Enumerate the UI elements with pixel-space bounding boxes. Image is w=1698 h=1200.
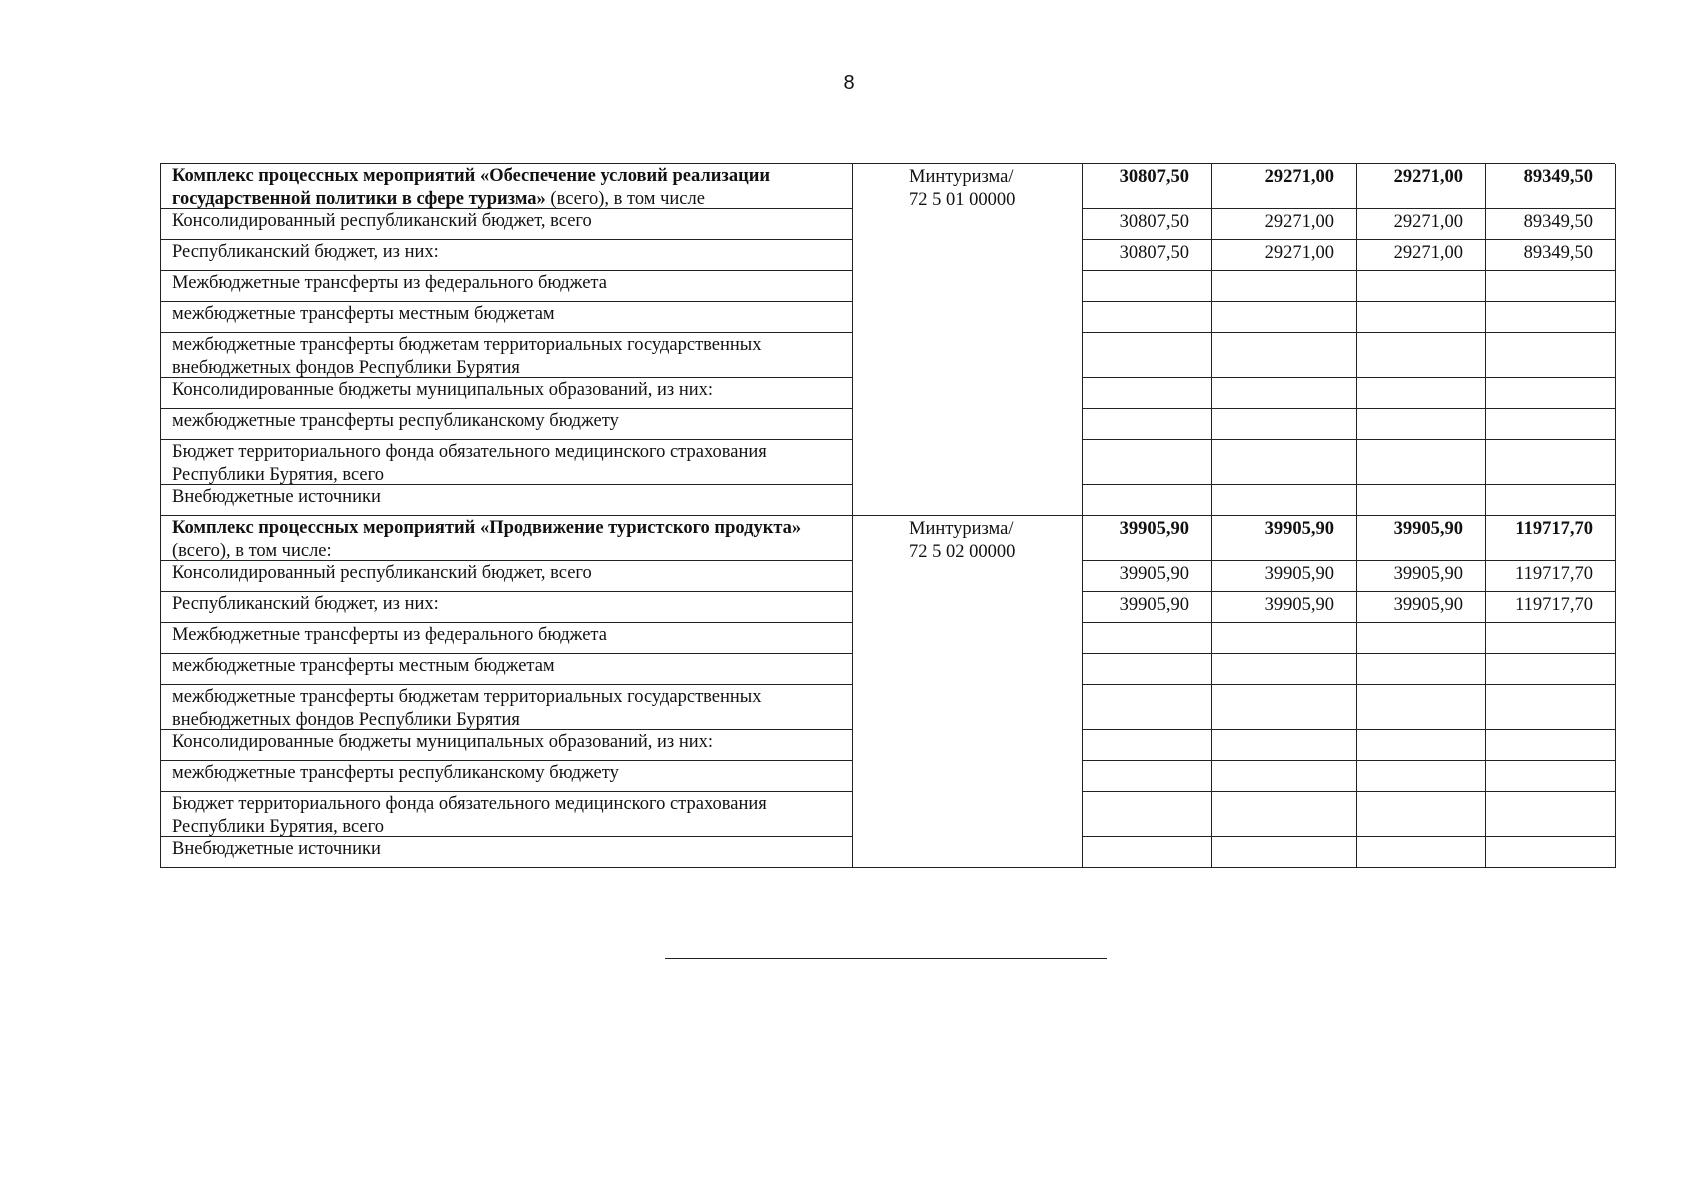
row-value-cell: [1083, 792, 1212, 837]
row-value-cell: [1212, 333, 1357, 378]
row-value-cell: 29271,00: [1212, 209, 1357, 240]
total-value-cell: 39905,90: [1083, 516, 1212, 561]
row-label: Внебюджетные источники: [161, 837, 853, 868]
executor-name: Минтуризма/: [909, 167, 1014, 187]
row-value-cell: [1083, 302, 1212, 333]
row-label: Консолидированные бюджеты муниципальных образований, из них:: [161, 378, 853, 409]
row-value-cell: [1486, 837, 1616, 868]
row-label: Консолидированные бюджеты муниципальных образований, из них:: [161, 730, 853, 761]
row-value-cell: [1212, 685, 1357, 730]
row-value-cell: [1357, 378, 1486, 409]
row-label: Республиканский бюджет, из них:: [161, 240, 853, 271]
row-value-cell: [1212, 302, 1357, 333]
row-value-cell: [1486, 623, 1616, 654]
row-value-cell: [1083, 409, 1212, 440]
row-value-cell: 30807,50: [1083, 209, 1212, 240]
row-value-cell: 39905,90: [1083, 592, 1212, 623]
row-label: Бюджет территориального фонда обязательного медицинского страхования Республики Бурятия, всего: [161, 440, 853, 485]
row-value-cell: 89349,50: [1486, 209, 1616, 240]
row-value-cell: [1357, 409, 1486, 440]
row-value-cell: [1486, 378, 1616, 409]
row-value-cell: [1357, 730, 1486, 761]
row-value-cell: [1212, 378, 1357, 409]
row-value-cell: [1212, 409, 1357, 440]
block-title: [161, 516, 853, 561]
row-value-cell: 89349,50: [1486, 240, 1616, 271]
row-value-cell: 29271,00: [1212, 240, 1357, 271]
total-value-cell: 39905,90: [1357, 516, 1486, 561]
row-label: межбюджетные трансферты республиканскому бюджету: [161, 761, 853, 792]
row-value-cell: [1212, 837, 1357, 868]
row-value-cell: [1486, 440, 1616, 485]
row-value-cell: [1486, 654, 1616, 685]
total-value-cell: 30807,50: [1083, 164, 1212, 209]
row-value-cell: [1357, 302, 1486, 333]
row-value-cell: [1212, 440, 1357, 485]
total-value-cell: 29271,00: [1212, 164, 1357, 209]
signature-line: [665, 958, 1107, 959]
row-value-cell: [1212, 792, 1357, 837]
row-value-cell: 39905,90: [1357, 592, 1486, 623]
row-value-cell: [1486, 730, 1616, 761]
row-value-cell: [1486, 409, 1616, 440]
row-value-cell: [1357, 837, 1486, 868]
row-value-cell: [1486, 485, 1616, 516]
row-value-cell: [1083, 333, 1212, 378]
row-value-cell: [1357, 440, 1486, 485]
row-value-cell: [1083, 378, 1212, 409]
row-value-cell: [1486, 761, 1616, 792]
financing-table: [160, 163, 1615, 868]
executor-code: 72 5 01 00000: [909, 190, 1016, 210]
row-value-cell: [1212, 271, 1357, 302]
row-value-cell: [1083, 730, 1212, 761]
row-value-cell: [1083, 685, 1212, 730]
block-title-bold: Комплекс процессных мероприятий «Продвижение туристского продукта»: [172, 518, 802, 538]
row-value-cell: [1357, 761, 1486, 792]
row-value-cell: [1212, 623, 1357, 654]
row-value-cell: [1083, 623, 1212, 654]
row-value-cell: 39905,90: [1357, 561, 1486, 592]
row-value-cell: [1083, 654, 1212, 685]
executor-code: 72 5 02 00000: [909, 542, 1016, 562]
row-label: Межбюджетные трансферты из федерального бюджета: [161, 271, 853, 302]
block-title-rest: (всего), в том числе: [545, 189, 705, 209]
row-label: межбюджетные трансферты местным бюджетам: [161, 654, 853, 685]
row-value-cell: 39905,90: [1083, 561, 1212, 592]
row-value-cell: [1486, 792, 1616, 837]
row-value-cell: [1212, 654, 1357, 685]
row-value-cell: [1083, 837, 1212, 868]
row-label: Бюджет территориального фонда обязательного медицинского страхования Республики Бурятия, всего: [161, 792, 853, 837]
block-title-rest: (всего), в том числе:: [172, 541, 332, 561]
total-value-cell: 39905,90: [1212, 516, 1357, 561]
row-value-cell: [1083, 485, 1212, 516]
row-value-cell: 30807,50: [1083, 240, 1212, 271]
executor-cell: [853, 516, 1083, 868]
row-value-cell: 39905,90: [1212, 592, 1357, 623]
row-value-cell: [1357, 485, 1486, 516]
row-value-cell: [1212, 730, 1357, 761]
row-value-cell: [1212, 485, 1357, 516]
block-title: [161, 164, 853, 209]
row-value-cell: [1212, 761, 1357, 792]
block-title-bold: Комплекс процессных мероприятий «Обеспечение условий реализации государственной политики в сфере туризма»: [172, 166, 771, 209]
row-value-cell: 119717,70: [1486, 592, 1616, 623]
row-value-cell: [1357, 654, 1486, 685]
total-value-cell: 119717,70: [1486, 516, 1616, 561]
executor-cell: [853, 164, 1083, 516]
row-label: межбюджетные трансферты местным бюджетам: [161, 302, 853, 333]
page-number: 8: [843, 72, 855, 94]
row-value-cell: [1486, 685, 1616, 730]
row-value-cell: [1083, 271, 1212, 302]
total-value-cell: 89349,50: [1486, 164, 1616, 209]
row-label: Консолидированный республиканский бюджет, всего: [161, 209, 853, 240]
row-value-cell: 119717,70: [1486, 561, 1616, 592]
row-value-cell: [1083, 440, 1212, 485]
row-value-cell: [1083, 761, 1212, 792]
row-value-cell: [1357, 623, 1486, 654]
row-label: межбюджетные трансферты бюджетам территориальных государственных внебюджетных фондов Республики Бурятия: [161, 685, 853, 730]
total-value-cell: 29271,00: [1357, 164, 1486, 209]
row-value-cell: [1486, 271, 1616, 302]
row-value-cell: 39905,90: [1212, 561, 1357, 592]
row-label: Республиканский бюджет, из них:: [161, 592, 853, 623]
row-label: Межбюджетные трансферты из федерального бюджета: [161, 623, 853, 654]
row-value-cell: 29271,00: [1357, 209, 1486, 240]
row-label: Консолидированный республиканский бюджет, всего: [161, 561, 853, 592]
row-value-cell: [1357, 685, 1486, 730]
executor-name: Минтуризма/: [909, 519, 1014, 539]
row-label: межбюджетные трансферты бюджетам территориальных государственных внебюджетных фондов Республики Бурятия: [161, 333, 853, 378]
row-value-cell: [1357, 333, 1486, 378]
row-value-cell: [1357, 271, 1486, 302]
row-value-cell: 29271,00: [1357, 240, 1486, 271]
row-value-cell: [1486, 302, 1616, 333]
row-value-cell: [1486, 333, 1616, 378]
row-label: межбюджетные трансферты республиканскому бюджету: [161, 409, 853, 440]
financing-grid: [160, 163, 1615, 868]
row-value-cell: [1357, 792, 1486, 837]
row-label: Внебюджетные источники: [161, 485, 853, 516]
